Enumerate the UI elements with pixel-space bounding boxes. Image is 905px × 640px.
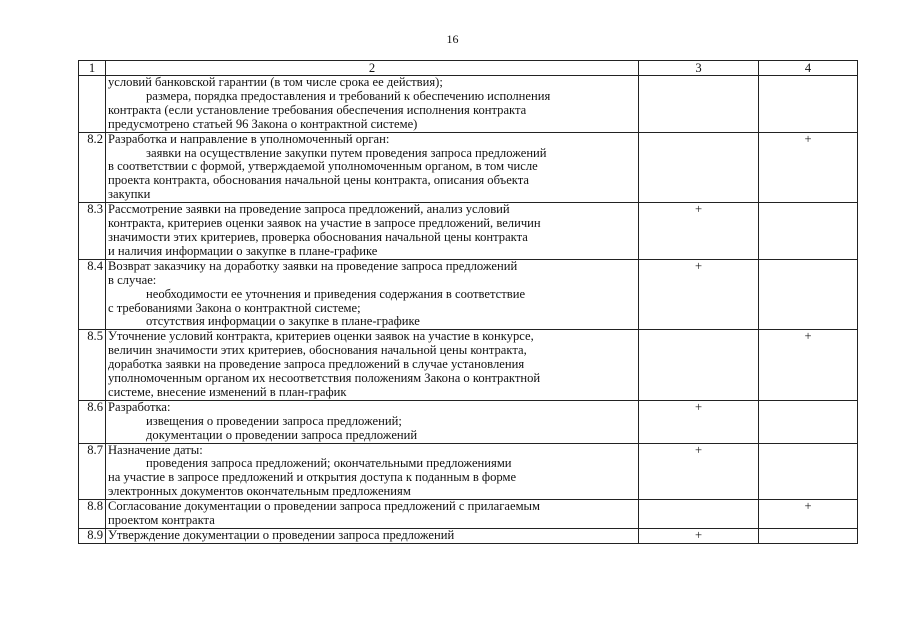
col-4-mark: + bbox=[759, 132, 858, 203]
row-number: 8.6 bbox=[79, 400, 106, 443]
procedure-table bbox=[78, 60, 858, 544]
description-line: контракта (если установление требования обеспечения исполнения контракта bbox=[108, 102, 527, 117]
description-line: величин значимости этих критериев, обоснования начальной цены контракта, bbox=[108, 343, 527, 358]
description-line: проведения запроса предложений; окончательными предложениями bbox=[146, 456, 512, 471]
row-number: 8.9 bbox=[79, 529, 106, 544]
description-line: необходимости ее уточнения и приведения содержания в соответствие bbox=[146, 286, 526, 301]
table-body bbox=[79, 76, 858, 544]
description-line: Разработка: bbox=[108, 399, 171, 414]
row-number: 8.5 bbox=[79, 330, 106, 401]
col-4-mark: + bbox=[759, 330, 858, 401]
table-row bbox=[79, 330, 858, 401]
row-number: 8.4 bbox=[79, 259, 106, 330]
table-row bbox=[79, 76, 858, 133]
description-line: электронных документов окончательным предложениям bbox=[108, 484, 411, 499]
table-row bbox=[79, 400, 858, 443]
col-4-mark bbox=[759, 400, 858, 443]
description-line: проекта контракта, обоснования начальной цены контракта, описания объекта bbox=[108, 173, 529, 188]
row-number: 8.2 bbox=[79, 132, 106, 203]
col-4-mark bbox=[759, 443, 858, 500]
description-line: Разработка и направление в уполномоченный орган: bbox=[108, 131, 390, 146]
description-line: заявки на осуществление закупки путем проведения запроса предложений bbox=[146, 145, 547, 160]
header-col-1: 1 bbox=[79, 61, 106, 76]
header-col-2: 2 bbox=[106, 61, 639, 76]
col-4-mark bbox=[759, 259, 858, 330]
header-col-4: 4 bbox=[759, 61, 858, 76]
description-line: в соответствии с формой, утверждаемой уполномоченным органом, в том числе bbox=[108, 159, 538, 174]
table-row bbox=[79, 529, 858, 544]
row-description bbox=[106, 500, 639, 529]
row-number bbox=[79, 76, 106, 133]
row-number: 8.8 bbox=[79, 500, 106, 529]
description-line: контракта, критериев оценки заявок на участие в запросе предложений, величин bbox=[108, 216, 541, 231]
table-row bbox=[79, 500, 858, 529]
description-line: Рассмотрение заявки на проведение запроса предложений, анализ условий bbox=[108, 202, 510, 217]
description-line: условий банковской гарантии (в том числе срока ее действия); bbox=[108, 75, 443, 89]
description-line: в случае: bbox=[108, 272, 157, 287]
col-4-mark: + bbox=[759, 500, 858, 529]
col-3-mark: + bbox=[639, 259, 759, 330]
description-line: предусмотрено статьей 96 Закона о контрактной системе) bbox=[108, 116, 418, 131]
description-line: Назначение даты: bbox=[108, 442, 203, 457]
description-line: извещения о проведении запроса предложений; bbox=[146, 413, 402, 428]
row-description bbox=[106, 203, 639, 260]
row-description bbox=[106, 443, 639, 500]
row-description bbox=[106, 132, 639, 203]
table-row bbox=[79, 443, 858, 500]
row-description bbox=[106, 400, 639, 443]
col-3-mark bbox=[639, 76, 759, 133]
description-line: на участие в запросе предложений и открытия доступа к поданным в форме bbox=[108, 470, 517, 485]
col-3-mark bbox=[639, 330, 759, 401]
row-number: 8.3 bbox=[79, 203, 106, 260]
row-number: 8.7 bbox=[79, 443, 106, 500]
description-line: размера, порядка предоставления и требований к обеспечению исполнения bbox=[146, 88, 551, 103]
description-line: системе, внесение изменений в план-график bbox=[108, 384, 347, 399]
description-line: отсутствия информации о закупке в плане-графике bbox=[146, 314, 420, 329]
col-4-mark bbox=[759, 529, 858, 544]
row-description bbox=[106, 76, 639, 133]
col-3-mark: + bbox=[639, 203, 759, 260]
description-line: доработка заявки на проведение запроса предложений в случае установления bbox=[108, 357, 525, 372]
description-line: проектом контракта bbox=[108, 513, 215, 528]
description-line: Возврат заказчику на доработку заявки на проведение запроса предложений bbox=[108, 258, 518, 273]
description-line: документации о проведении запроса предложений bbox=[146, 427, 418, 442]
row-description bbox=[106, 259, 639, 330]
col-3-mark: + bbox=[639, 529, 759, 544]
description-line: Утверждение документации о проведении запроса предложений bbox=[108, 528, 455, 542]
description-line: уполномоченным органом их несоответствия положениям Закона о контрактной bbox=[108, 371, 541, 386]
description-line: значимости этих критериев, проверка обоснования начальной цены контракта bbox=[108, 229, 528, 244]
row-description bbox=[106, 529, 639, 544]
description-line: и наличия информации о закупке в плане-графике bbox=[108, 243, 378, 258]
description-line: закупки bbox=[108, 187, 151, 202]
description-line: Уточнение условий контракта, критериев оценки заявок на участие в конкурсе, bbox=[108, 329, 534, 344]
description-line: с требованиями Закона о контрактной системе; bbox=[108, 300, 361, 315]
col-3-mark bbox=[639, 500, 759, 529]
header-col-3: 3 bbox=[639, 61, 759, 76]
col-3-mark bbox=[639, 132, 759, 203]
row-description bbox=[106, 330, 639, 401]
col-4-mark bbox=[759, 76, 858, 133]
table-row bbox=[79, 259, 858, 330]
col-4-mark bbox=[759, 203, 858, 260]
table-row bbox=[79, 203, 858, 260]
page-number: 16 bbox=[446, 32, 459, 46]
col-3-mark: + bbox=[639, 443, 759, 500]
table-header-row bbox=[79, 61, 858, 76]
description-line: Согласование документации о проведении запроса предложений с прилагаемым bbox=[108, 499, 540, 514]
col-3-mark: + bbox=[639, 400, 759, 443]
table-row bbox=[79, 132, 858, 203]
